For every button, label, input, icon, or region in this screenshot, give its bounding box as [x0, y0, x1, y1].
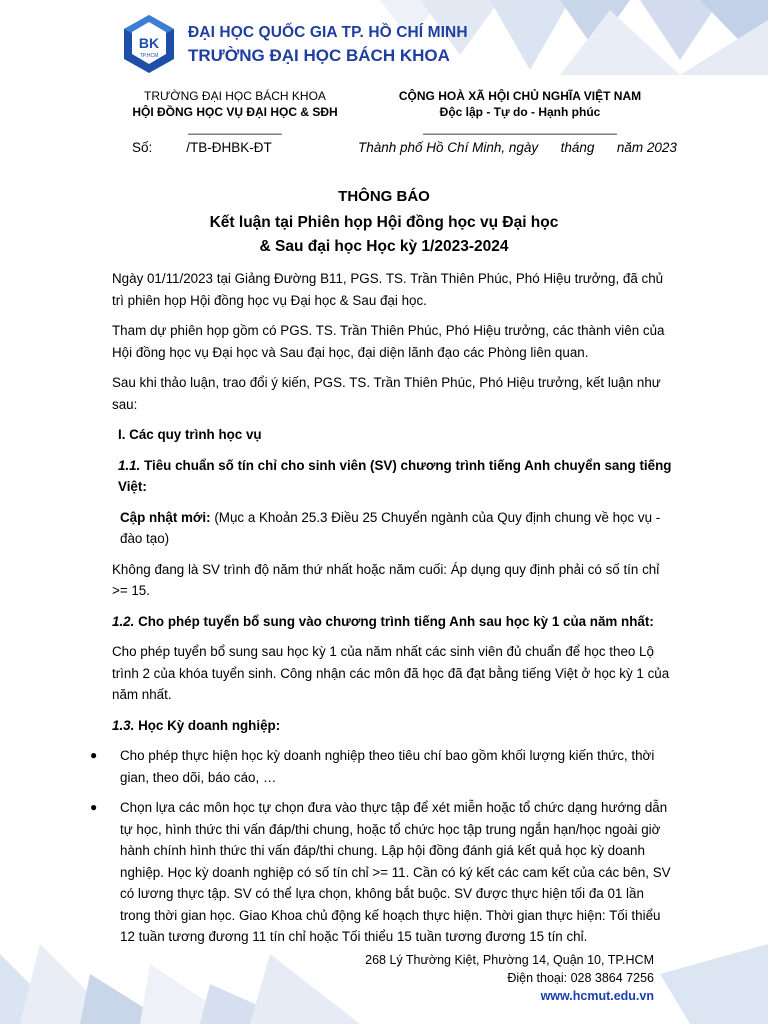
title-line-1: Kết luận tại Phiên họp Hội đồng học vụ Đại học	[209, 214, 559, 231]
document-number	[132, 140, 272, 155]
subsection-1-2	[112, 611, 676, 633]
national-university-name: ĐẠI HỌC QUỐC GIA TP. HỒ CHÍ MINH	[188, 24, 468, 41]
issuer-org: TRƯỜNG ĐẠI HỌC BÁCH KHOA	[144, 89, 326, 103]
update-note	[112, 507, 676, 550]
credit-rule: Không đang là SV trình độ năm thứ nhất hoặc năm cuối: Áp dụng quy định phải có số tín chỉ >= 15.	[112, 561, 660, 598]
doc-no-label: Số:	[132, 140, 153, 155]
subsection-1-2-title: Cho phép tuyển bổ sung vào chương trình tiếng Anh sau học kỳ 1 của năm nhất:	[138, 613, 654, 629]
footer-website-link[interactable]: www.hcmut.edu.vn	[540, 989, 654, 1003]
list-item	[90, 797, 676, 948]
paragraph-attendees: Tham dự phiên họp gồm có PGS. TS. Trần Thiên Phúc, Phó Hiệu trưởng, các thành viên của Hội đồng học vụ Đại học và Sau đại học, đại diện lãnh đạo các Phòng liên quan.	[112, 323, 665, 360]
paragraph-conclusion: Sau khi thảo luận, trao đổi ý kiến, PGS. TS. Trần Thiên Phúc, Phó Hiệu trưởng, kết luận như sau:	[112, 375, 661, 412]
list-item-text: Chọn lựa các môn học tự chọn đưa vào thực tập để xét miễn hoặc tổ chức dạng hướng dẫn tự học, hình thức thi vấn đáp/thi chung, hoặc tổ chức học tập trung ngắn hạn/học ngoài giờ hành chính hình thức thi vấn đáp/thi chung. Lập hội đồng đánh giá kết quả học kỳ doanh nghiệp. Học kỳ doanh nghiệp có số tín chỉ >= 11. Cần có ký kết các cam kết của các bên, SV có lương thực tập. SV có thể lựa chọn, không bắt buộc. SV được thực hiện tối đa 01 lần trong thời gian học. Giao Khoa chủ động kế hoạch thực hiện. Thời gian thực hiện: Tối thiểu 12 tuần tương đương 11 tín chỉ hoặc Tối thiểu 15 tuần tương đương 15 tín chỉ.	[120, 800, 671, 944]
place-and-date: Thành phố Hồ Chí Minh, ngày tháng năm 2023	[358, 140, 677, 155]
bullet-icon: ●	[90, 800, 98, 814]
footer-contact	[365, 951, 654, 1005]
subsection-1-1-title: Tiêu chuẩn số tín chỉ cho sinh viên (SV) chương trình tiếng Anh chuyển sang tiếng Việt:	[118, 457, 672, 494]
list-item-text: Cho phép thực hiện học kỳ doanh nghiệp theo tiêu chí bao gồm khối lượng kiến thức, thời gian, theo dõi, báo cáo, …	[120, 748, 655, 785]
subsection-1-3-title: Học Kỳ doanh nghiệp:	[138, 717, 281, 733]
paragraph-supplementary-enrollment: Cho phép tuyển bổ sung sau học kỳ 1 của năm nhất các sinh viên đủ chuẩn để học theo Lộ trình 2 của khóa tuyển sinh. Công nhận các môn đã học đã đạt bằng tiếng Việt ở học kỳ 1 của năm nhất.	[112, 644, 670, 702]
update-text: (Mục a Khoản 25.3 Điều 25 Chuyển ngành của Quy định chung về học vụ - đào tạo)	[120, 509, 661, 546]
footer-address: 268 Lý Thường Kiệt, Phường 14, Quận 10, TP.HCM	[365, 953, 654, 967]
document-body	[90, 268, 676, 957]
logo-subtext: TP.HCM	[139, 53, 159, 59]
national-motto: Độc lập - Tự do - Hạnh phúc	[439, 105, 601, 119]
title-line-2: & Sau đại học Học kỳ 1/2023-2024	[259, 238, 509, 255]
title-main: THÔNG BÁO	[338, 188, 430, 205]
national-rule: _____________________________	[423, 121, 617, 135]
internship-list	[90, 745, 676, 948]
update-label: Cập nhật mới:	[120, 509, 211, 525]
list-item	[90, 745, 676, 788]
paragraph-meeting: Ngày 01/11/2023 tại Giảng Đường B11, PGS. TS. Trần Thiên Phúc, Phó Hiệu trưởng, đã chủ trì phiên họp Hội đồng học vụ Đại học & Sau đại học.	[112, 271, 664, 308]
issuer-block	[110, 88, 360, 136]
section-heading-1: I. Các quy trình học vụ	[118, 427, 262, 442]
issuer-council: HỘI ĐỒNG HỌC VỤ ĐẠI HỌC & SĐH	[132, 105, 338, 119]
university-logo	[122, 14, 176, 74]
issuer-rule: ______________	[188, 121, 282, 135]
subsection-1-2-number: 1.2.	[112, 613, 135, 629]
country-name: CỘNG HOÀ XÃ HỘI CHỦ NGHĨA VIỆT NAM	[398, 89, 642, 103]
document-title	[100, 188, 668, 259]
subsection-1-3	[112, 715, 676, 737]
subsection-1-3-number: 1.3.	[112, 717, 135, 733]
logo-text: BK	[138, 35, 160, 51]
subsection-1-1-number: 1.1.	[118, 457, 141, 473]
national-header	[395, 88, 645, 136]
footer-phone: Điện thoại: 028 3864 7256	[507, 971, 654, 985]
doc-no-value: /TB-ĐHBK-ĐT	[186, 140, 272, 155]
university-name: TRƯỜNG ĐẠI HỌC BÁCH KHOA	[188, 46, 450, 65]
subsection-1-1	[112, 455, 676, 498]
bullet-icon: ●	[90, 748, 98, 762]
